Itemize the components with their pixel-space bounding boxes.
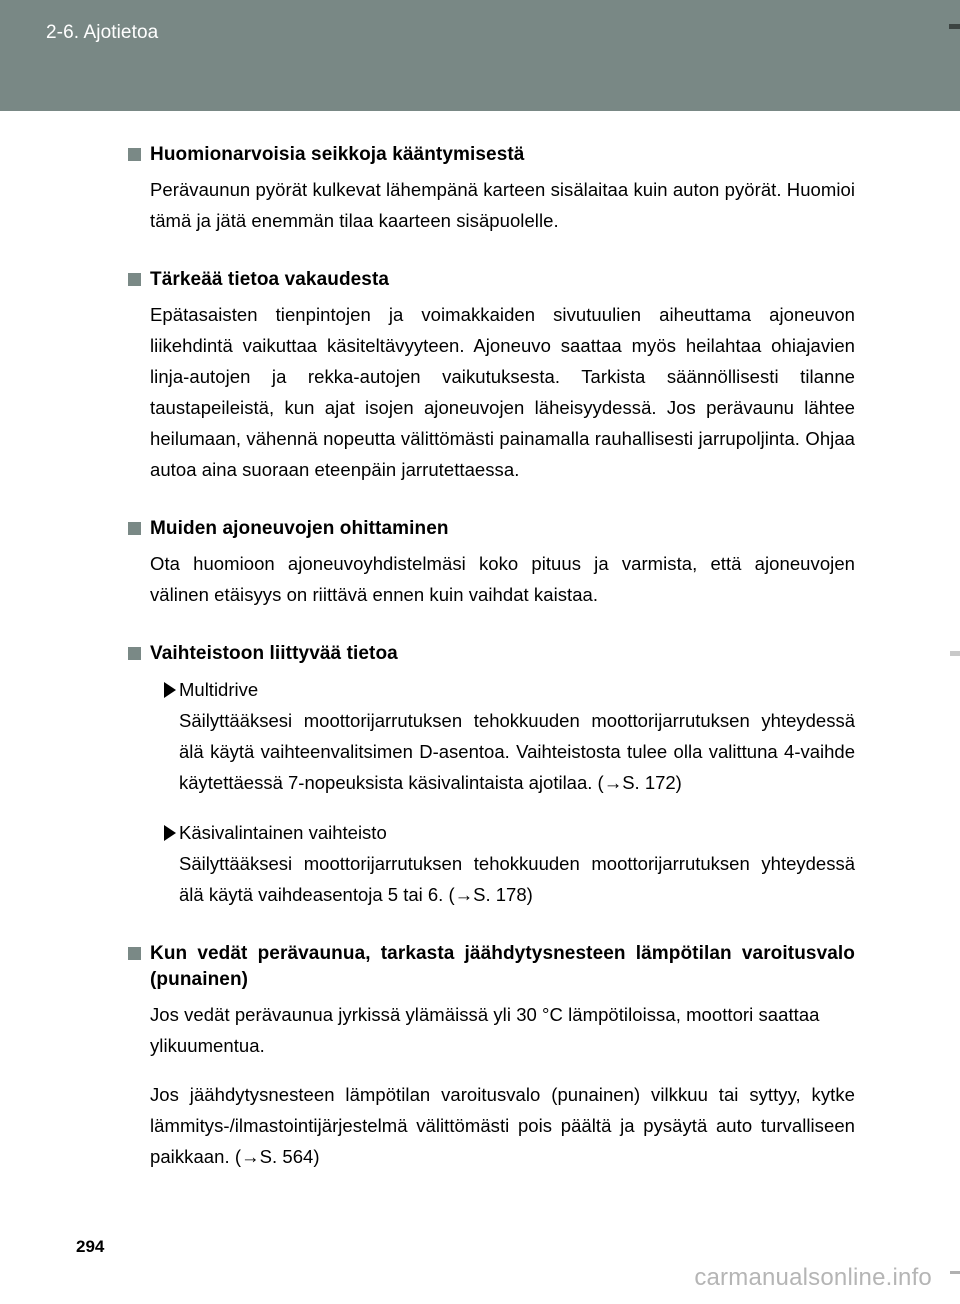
section-heading-row (0, 641, 960, 667)
square-bullet-icon (128, 647, 141, 660)
subsection-title: Multidrive (179, 679, 259, 700)
square-bullet-icon (128, 947, 141, 960)
subsection-body: Säilyttääksesi moottorijarrutuksen tehokkuuden moottorijarrutuksen yhteydessä älä käytä vaihdeasentoja 5 tai 6. (→S. 178) (179, 852, 855, 905)
subsection-title: Käsivalintainen vaihteisto (179, 821, 387, 843)
section-huomionarvoisia (0, 142, 960, 236)
site-watermark: carmanualsonline.info (694, 1264, 932, 1291)
square-bullet-icon (128, 273, 141, 286)
section-heading-text: Kun vedät perävaunua, tarkasta jäähdytysnesteen lämpötilan varoitusvalo (punainen) (150, 942, 855, 990)
section-paragraph: Perävaunun pyörät kulkevat lähempänä karteen sisälaitaa kuin auton pyörät. Huomioi tämä ja jätä enemmän tilaa kaarteen sisäpuolelle. (150, 179, 855, 231)
section-heading-row (0, 142, 960, 168)
page-content (0, 111, 960, 1191)
section-heading-text: Vaihteistoon liittyvää tietoa (150, 643, 398, 664)
section-muiden-ajoneuvojen-ohittaminen (0, 516, 960, 610)
section-heading-row (0, 516, 960, 542)
page-header-band (0, 0, 960, 111)
section-heading-row (0, 941, 960, 993)
section-heading-text: Huomionarvoisia seikkoja kääntymisestä (150, 144, 525, 165)
square-bullet-icon (128, 148, 141, 161)
page-number: 294 (76, 1237, 105, 1256)
page-edge-tab-marker-top (949, 24, 960, 29)
page-edge-tab-marker-bottom (950, 1271, 960, 1274)
section-paragraph: Epätasaisten tienpintojen ja voimakkaiden sivutuulien aiheuttama ajoneuvon liikehdintä vaikuttaa käsiteltävyyteen. Ajoneuvo saattaa myös heilahtaa ohiajavien linja-autojen ja rekka-autojen vaikutuksesta. Tarkista säännöllisesti tilanne taustapeileistä, kun ajat isojen ajoneuvojen läheisyydessä. Jos perävaunu lähtee heilumaan, vähennä nopeutta välittömästi painamalla rauhallisesti jarrupoljinta. Ohjaa autoa aina suoraan eteenpäin jarrutettaessa. (150, 304, 855, 480)
triangle-bullet-icon (164, 825, 176, 841)
square-bullet-icon (128, 522, 141, 535)
section-heading-row (0, 267, 960, 293)
subsection-heading-row-kasivalintainen (0, 817, 960, 848)
section-heading-text: Muiden ajoneuvojen ohittaminen (150, 518, 449, 539)
section-paragraph: Jos vedät perävaunua jyrkissä ylämäissä yli 30 °C lämpötiloissa, moottori saattaa ylikuumentua. (150, 1003, 820, 1056)
section-heading-text: Tärkeää tietoa vakaudesta (150, 269, 390, 290)
triangle-bullet-icon (164, 682, 176, 698)
chapter-title: 2-6. Ajotietoa (46, 22, 159, 43)
subsection-body: Säilyttääksesi moottorijarrutuksen tehokkuuden moottorijarrutuksen yhteydessä älä käytä vaihteenvalitsimen D-asentoa. Vaihteistosta tulee olla valittuna 4-vaihde käytettäessä 7-nopeuksista käsivalintaista ajotilaa. (→S. 172) (179, 710, 855, 793)
section-jaahdytysnesteen-varoitusvalo (0, 941, 960, 1173)
subsection-heading-row-multidrive (0, 674, 960, 705)
section-vaihteistoon-liittyvaa-tietoa (0, 641, 960, 910)
section-paragraph: Ota huomioon ajoneuvoyhdistelmäsi koko pituus ja varmista, että ajoneuvojen välinen etäisyys on riittävä ennen kuin vaihdat kaistaa. (150, 553, 855, 605)
section-paragraph: Jos jäähdytysnesteen lämpötilan varoitusvalo (punainen) vilkkuu tai syttyy, kytke lämmitys-/ilmastointijärjestelmä välittömästi pois päältä ja pysäytä auto turvalliseen paikkaan. (→S. 564) (150, 1084, 855, 1167)
section-tarkeaa-tietoa-vakaudesta (0, 267, 960, 485)
